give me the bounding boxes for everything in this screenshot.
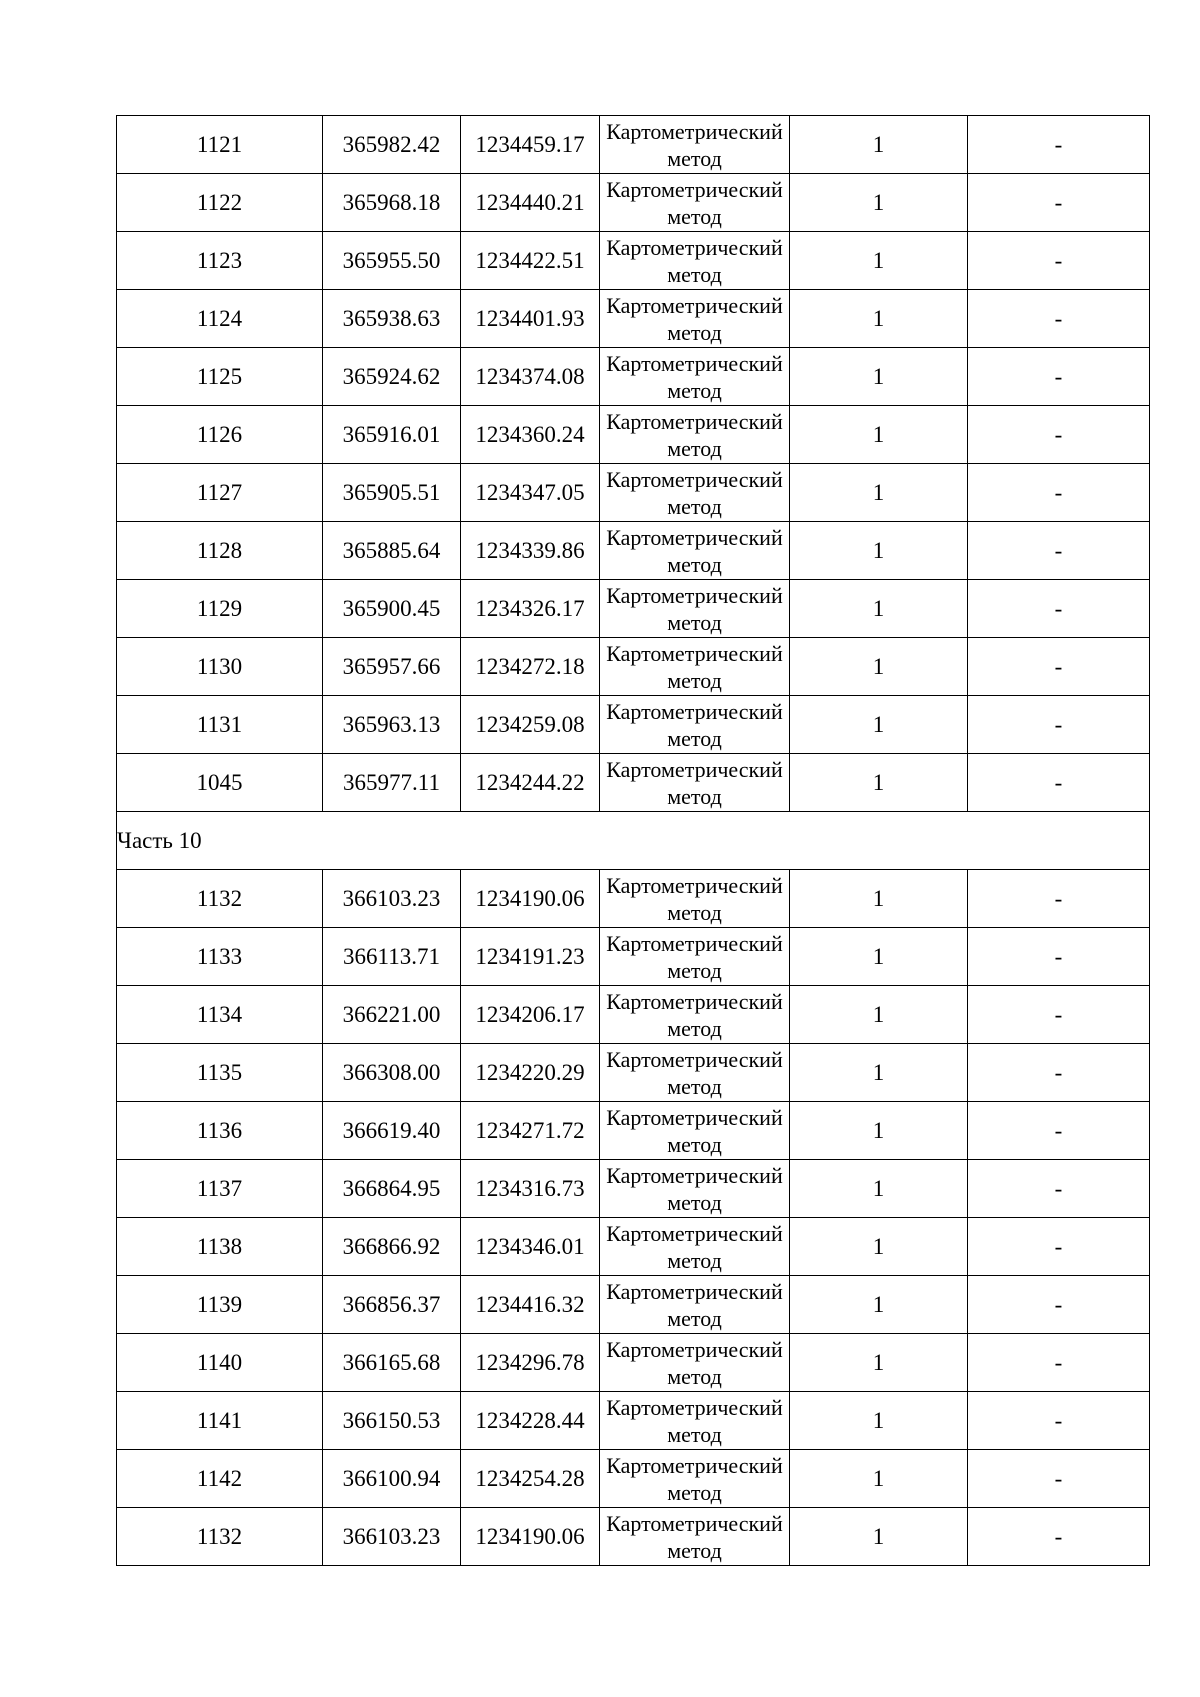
table-row <box>117 1102 1150 1160</box>
table-row <box>117 1508 1150 1566</box>
y-coordinate-cell: 1234254.28 <box>461 1450 600 1508</box>
note-cell: - <box>968 116 1150 174</box>
method-cell: Картометрический метод <box>600 986 790 1044</box>
point-number-cell: 1133 <box>117 928 323 986</box>
y-coordinate-cell: 1234191.23 <box>461 928 600 986</box>
note-cell: - <box>968 1508 1150 1566</box>
x-coordinate-cell: 366100.94 <box>323 1450 461 1508</box>
table-row <box>117 174 1150 232</box>
point-number-cell: 1142 <box>117 1450 323 1508</box>
method-cell: Картометрический метод <box>600 232 790 290</box>
method-cell: Картометрический метод <box>600 1450 790 1508</box>
note-cell: - <box>968 1450 1150 1508</box>
note-cell: - <box>968 754 1150 812</box>
point-number-cell: 1134 <box>117 986 323 1044</box>
table-row <box>117 464 1150 522</box>
section-title: Часть 10 <box>117 812 1150 870</box>
y-coordinate-cell: 1234271.72 <box>461 1102 600 1160</box>
accuracy-cell: 1 <box>790 986 968 1044</box>
table-row <box>117 348 1150 406</box>
table-row <box>117 1044 1150 1102</box>
x-coordinate-cell: 365957.66 <box>323 638 461 696</box>
point-number-cell: 1138 <box>117 1218 323 1276</box>
accuracy-cell: 1 <box>790 1276 968 1334</box>
point-number-cell: 1132 <box>117 870 323 928</box>
x-coordinate-cell: 366864.95 <box>323 1160 461 1218</box>
point-number-cell: 1127 <box>117 464 323 522</box>
method-cell: Картометрический метод <box>600 406 790 464</box>
y-coordinate-cell: 1234326.17 <box>461 580 600 638</box>
table-row <box>117 1450 1150 1508</box>
point-number-cell: 1132 <box>117 1508 323 1566</box>
accuracy-cell: 1 <box>790 174 968 232</box>
y-coordinate-cell: 1234346.01 <box>461 1218 600 1276</box>
accuracy-cell: 1 <box>790 522 968 580</box>
point-number-cell: 1129 <box>117 580 323 638</box>
note-cell: - <box>968 522 1150 580</box>
method-cell: Картометрический метод <box>600 174 790 232</box>
accuracy-cell: 1 <box>790 1044 968 1102</box>
accuracy-cell: 1 <box>790 1218 968 1276</box>
accuracy-cell: 1 <box>790 464 968 522</box>
table-row <box>117 232 1150 290</box>
note-cell: - <box>968 1276 1150 1334</box>
y-coordinate-cell: 1234244.22 <box>461 754 600 812</box>
note-cell: - <box>968 1044 1150 1102</box>
y-coordinate-cell: 1234401.93 <box>461 290 600 348</box>
table-row <box>117 638 1150 696</box>
y-coordinate-cell: 1234440.21 <box>461 174 600 232</box>
x-coordinate-cell: 365938.63 <box>323 290 461 348</box>
x-coordinate-cell: 366221.00 <box>323 986 461 1044</box>
method-cell: Картометрический метод <box>600 348 790 406</box>
method-cell: Картометрический метод <box>600 638 790 696</box>
point-number-cell: 1122 <box>117 174 323 232</box>
table-row <box>117 754 1150 812</box>
accuracy-cell: 1 <box>790 696 968 754</box>
accuracy-cell: 1 <box>790 232 968 290</box>
method-cell: Картометрический метод <box>600 522 790 580</box>
point-number-cell: 1137 <box>117 1160 323 1218</box>
y-coordinate-cell: 1234296.78 <box>461 1334 600 1392</box>
note-cell: - <box>968 232 1150 290</box>
point-number-cell: 1124 <box>117 290 323 348</box>
y-coordinate-cell: 1234416.32 <box>461 1276 600 1334</box>
method-cell: Картометрический метод <box>600 1160 790 1218</box>
method-cell: Картометрический метод <box>600 1392 790 1450</box>
note-cell: - <box>968 1160 1150 1218</box>
accuracy-cell: 1 <box>790 1392 968 1450</box>
y-coordinate-cell: 1234272.18 <box>461 638 600 696</box>
method-cell: Картометрический метод <box>600 696 790 754</box>
x-coordinate-cell: 365963.13 <box>323 696 461 754</box>
note-cell: - <box>968 348 1150 406</box>
table-row <box>117 116 1150 174</box>
x-coordinate-cell: 366619.40 <box>323 1102 461 1160</box>
point-number-cell: 1135 <box>117 1044 323 1102</box>
x-coordinate-cell: 366113.71 <box>323 928 461 986</box>
note-cell: - <box>968 638 1150 696</box>
y-coordinate-cell: 1234228.44 <box>461 1392 600 1450</box>
accuracy-cell: 1 <box>790 928 968 986</box>
x-coordinate-cell: 365900.45 <box>323 580 461 638</box>
table-row <box>117 522 1150 580</box>
table-row <box>117 406 1150 464</box>
method-cell: Картометрический метод <box>600 1276 790 1334</box>
accuracy-cell: 1 <box>790 348 968 406</box>
accuracy-cell: 1 <box>790 406 968 464</box>
method-cell: Картометрический метод <box>600 1508 790 1566</box>
note-cell: - <box>968 696 1150 754</box>
x-coordinate-cell: 366103.23 <box>323 1508 461 1566</box>
x-coordinate-cell: 366308.00 <box>323 1044 461 1102</box>
method-cell: Картометрический метод <box>600 1044 790 1102</box>
note-cell: - <box>968 986 1150 1044</box>
point-number-cell: 1126 <box>117 406 323 464</box>
accuracy-cell: 1 <box>790 1508 968 1566</box>
note-cell: - <box>968 1218 1150 1276</box>
point-number-cell: 1045 <box>117 754 323 812</box>
method-cell: Картометрический метод <box>600 464 790 522</box>
point-number-cell: 1139 <box>117 1276 323 1334</box>
note-cell: - <box>968 1392 1150 1450</box>
table-row <box>117 1392 1150 1450</box>
point-number-cell: 1128 <box>117 522 323 580</box>
coordinates-table-body <box>117 116 1150 1566</box>
x-coordinate-cell: 365924.62 <box>323 348 461 406</box>
y-coordinate-cell: 1234206.17 <box>461 986 600 1044</box>
x-coordinate-cell: 365968.18 <box>323 174 461 232</box>
y-coordinate-cell: 1234374.08 <box>461 348 600 406</box>
accuracy-cell: 1 <box>790 1160 968 1218</box>
note-cell: - <box>968 928 1150 986</box>
y-coordinate-cell: 1234347.05 <box>461 464 600 522</box>
point-number-cell: 1130 <box>117 638 323 696</box>
point-number-cell: 1136 <box>117 1102 323 1160</box>
accuracy-cell: 1 <box>790 1334 968 1392</box>
point-number-cell: 1140 <box>117 1334 323 1392</box>
note-cell: - <box>968 1334 1150 1392</box>
x-coordinate-cell: 365905.51 <box>323 464 461 522</box>
x-coordinate-cell: 366103.23 <box>323 870 461 928</box>
method-cell: Картометрический метод <box>600 290 790 348</box>
y-coordinate-cell: 1234259.08 <box>461 696 600 754</box>
x-coordinate-cell: 366856.37 <box>323 1276 461 1334</box>
y-coordinate-cell: 1234422.51 <box>461 232 600 290</box>
accuracy-cell: 1 <box>790 580 968 638</box>
y-coordinate-cell: 1234360.24 <box>461 406 600 464</box>
y-coordinate-cell: 1234220.29 <box>461 1044 600 1102</box>
accuracy-cell: 1 <box>790 1450 968 1508</box>
y-coordinate-cell: 1234459.17 <box>461 116 600 174</box>
table-row <box>117 290 1150 348</box>
point-number-cell: 1123 <box>117 232 323 290</box>
coordinates-table <box>116 115 1150 1566</box>
x-coordinate-cell: 365955.50 <box>323 232 461 290</box>
x-coordinate-cell: 366165.68 <box>323 1334 461 1392</box>
note-cell: - <box>968 870 1150 928</box>
y-coordinate-cell: 1234316.73 <box>461 1160 600 1218</box>
accuracy-cell: 1 <box>790 870 968 928</box>
note-cell: - <box>968 290 1150 348</box>
table-row <box>117 928 1150 986</box>
point-number-cell: 1121 <box>117 116 323 174</box>
method-cell: Картометрический метод <box>600 116 790 174</box>
method-cell: Картометрический метод <box>600 1102 790 1160</box>
table-row <box>117 1218 1150 1276</box>
table-row <box>117 696 1150 754</box>
note-cell: - <box>968 464 1150 522</box>
note-cell: - <box>968 1102 1150 1160</box>
accuracy-cell: 1 <box>790 290 968 348</box>
table-row <box>117 580 1150 638</box>
table-row <box>117 986 1150 1044</box>
note-cell: - <box>968 406 1150 464</box>
method-cell: Картометрический метод <box>600 870 790 928</box>
x-coordinate-cell: 366866.92 <box>323 1218 461 1276</box>
section-header-row <box>117 812 1150 870</box>
method-cell: Картометрический метод <box>600 754 790 812</box>
y-coordinate-cell: 1234339.86 <box>461 522 600 580</box>
x-coordinate-cell: 365916.01 <box>323 406 461 464</box>
x-coordinate-cell: 365885.64 <box>323 522 461 580</box>
point-number-cell: 1131 <box>117 696 323 754</box>
table-row <box>117 870 1150 928</box>
accuracy-cell: 1 <box>790 1102 968 1160</box>
table-row <box>117 1160 1150 1218</box>
method-cell: Картометрический метод <box>600 1334 790 1392</box>
table-row <box>117 1334 1150 1392</box>
note-cell: - <box>968 174 1150 232</box>
x-coordinate-cell: 365982.42 <box>323 116 461 174</box>
table-row <box>117 1276 1150 1334</box>
y-coordinate-cell: 1234190.06 <box>461 1508 600 1566</box>
accuracy-cell: 1 <box>790 116 968 174</box>
y-coordinate-cell: 1234190.06 <box>461 870 600 928</box>
x-coordinate-cell: 365977.11 <box>323 754 461 812</box>
method-cell: Картометрический метод <box>600 928 790 986</box>
method-cell: Картометрический метод <box>600 580 790 638</box>
point-number-cell: 1141 <box>117 1392 323 1450</box>
point-number-cell: 1125 <box>117 348 323 406</box>
method-cell: Картометрический метод <box>600 1218 790 1276</box>
x-coordinate-cell: 366150.53 <box>323 1392 461 1450</box>
note-cell: - <box>968 580 1150 638</box>
accuracy-cell: 1 <box>790 638 968 696</box>
accuracy-cell: 1 <box>790 754 968 812</box>
